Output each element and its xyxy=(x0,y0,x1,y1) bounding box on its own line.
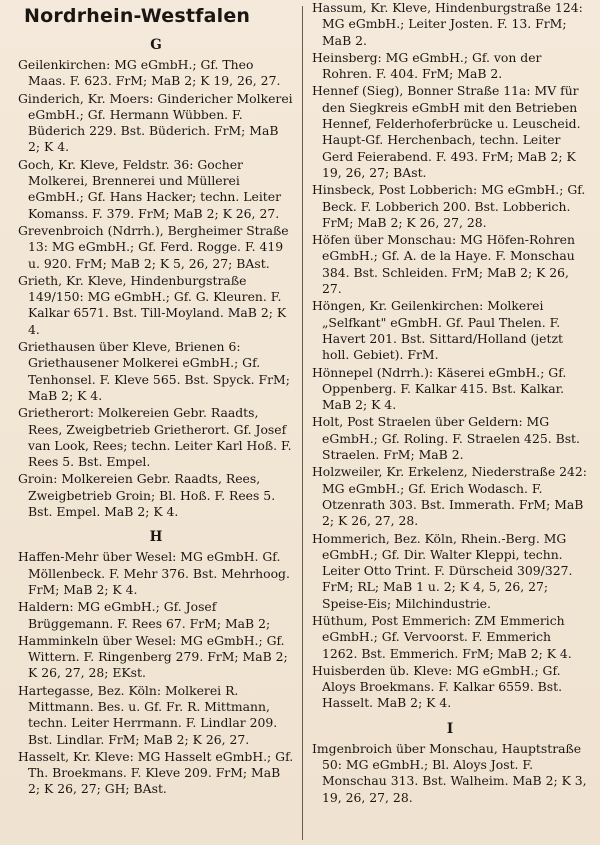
directory-entry: Ginderich, Kr. Moers: Gindericher Molkerei eGmbH.; Gf. Hermann Wübben. F. Büderich 229. Bst. Büderich. FrM; MaB 2; K 4. xyxy=(18,90,293,155)
directory-entry: Hartegasse, Bez. Köln: Molkerei R. Mittmann. Bes. u. Gf. Fr. R. Mittmann, techn. Leiter Herrmann. F. Lindlar 209. Bst. Lindlar. FrM; MaB 2; K 26, 27. xyxy=(18,682,278,747)
directory-entry: Höfen über Monschau: MG Höfen-Rohren eGmbH.; Gf. A. de la Haye. F. Monschau 384. Bst. Schleiden. FrM; MaB 2; K 26, 27. xyxy=(312,232,575,297)
directory-entry: Grietherort: Molkereien Gebr. Raadts, Rees, Zweigbetrieb Grietherort. Gf. Josef van Look, Rees; techn. Leiter Karl Hoß. F. Rees 5. Bst. Empel. xyxy=(18,405,292,470)
directory-entry: Hüthum, Post Emmerich: ZM Emmerich eGmbH.; Gf. Vervoorst. F. Emmerich 1262. Bst. Emmerich. FrM; MaB 2; K 4. xyxy=(312,612,572,661)
directory-entry: Hasselt, Kr. Kleve: MG Hasselt eGmbH.; Gf. Th. Broekmans. F. Kleve 209. FrM; MaB 2; K 26, 27; GH; BAst. xyxy=(18,748,294,797)
directory-entry: Grevenbroich (Ndrrh.), Bergheimer Straße 13: MG eGmbH.; Gf. Ferd. Rogge. F. 419 u. 920. FrM; MaB 2; K 5, 26, 27; BAst. xyxy=(18,222,289,271)
directory-entry: Holt, Post Straelen über Geldern: MG eGmbH.; Gf. Roling. F. Straelen 425. Bst. Straelen. FrM; MaB 2. xyxy=(312,414,580,463)
directory-entry: Groin: Molkereien Gebr. Raadts, Rees, Zweigbetrieb Groin; Bl. Hoß. F. Rees 5. Bst. Empel. MaB 2; K 4. xyxy=(18,471,276,520)
section-letter-i: I xyxy=(446,720,454,737)
directory-entry: Hönnepel (Ndrrh.): Käserei eGmbH.; Gf. Oppenberg. F. Kalkar 415. Bst. Kalkar. MaB 2; K 4. xyxy=(312,364,567,413)
directory-entry: Hamminkeln über Wesel: MG eGmbH.; Gf. Wittern. F. Ringenberg 279. FrM; MaB 2; K 26, 27, 28; EKst. xyxy=(18,632,288,681)
section-letter-h: H xyxy=(149,529,163,546)
directory-entry: Höngen, Kr. Geilenkirchen: Molkerei „Selfkant" eGmbH. Gf. Paul Thelen. F. Havert 201. Bst. Sittard/Holland (jetzt holl. Gebiet). FrM. xyxy=(312,298,563,363)
directory-entry: Grieth, Kr. Kleve, Hindenburgstraße 149/150: MG eGmbH.; Gf. G. Kleuren. F. Kalkar 6571. Bst. Till-Moyland. MaB 2; K 4. xyxy=(18,272,287,337)
directory-entry: Griethausen über Kleve, Brienen 6: Griethausener Molkerei eGmbH.; Gf. Tenhonsel. F. Kleve 565. Bst. Spyck. FrM; MaB 2; K 4. xyxy=(18,339,290,403)
directory-entry: Hinsbeck, Post Lobberich: MG eGmbH.; Gf. Beck. F. Lobberich 200. Bst. Lobberich. FrM; MaB 2; K 26, 27, 28. xyxy=(312,182,586,230)
directory-entry: Hennef (Sieg), Bonner Straße 11a: MV für den Siegkreis eGmbH mit den Betrieben Hennef, Felderhoferbrücke u. Leuscheid. Haupt-Gf. Herchenbach, techn. Leiter Gerd Feierabend. F. 493. FrM; MaB 2; K 19, 26, 27; BAst. xyxy=(312,83,581,180)
directory-entry: Haffen-Mehr über Wesel: MG eGmbH. Gf. Möllenbeck. F. Mehr 376. Bst. Mehrhoog. FrM; MaB 2; K 4. xyxy=(18,549,290,597)
left-column-body xyxy=(18,36,294,798)
directory-entry: Imgenbroich über Monschau, Hauptstraße 50: MG eGmbH.; Bl. Aloys Jost. F. Monschau 313. Bst. Walheim. MaB 2; K 3, 19, 26, 27, 28. xyxy=(312,740,587,805)
directory-entry: Hommerich, Bez. Köln, Rhein.-Berg. MG eGmbH.; Gf. Dir. Walter Kleppi, techn. Leiter Otto Trint. F. Dürscheid 309/327. FrM; RL; MaB 1 u. 2; K 4, 5, 26, 27; Speise-Eis; Milchindustrie. xyxy=(312,530,573,611)
directory-entry: Holzweiler, Kr. Erkelenz, Niederstraße 242: MG eGmbH.; Gf. Erich Wodasch. F. Otzenrath 303. Bst. Immerath. FrM; MaB 2; K 26, 27, 28. xyxy=(312,464,587,529)
directory-entry: Geilenkirchen: MG eGmbH.; Gf. Theo Maas. F. 623. FrM; MaB 2; K 19, 26, 27. xyxy=(18,57,281,89)
left-column xyxy=(18,0,294,799)
right-column-body xyxy=(312,0,588,806)
right-column xyxy=(312,0,588,807)
page-title: Nordrhein-Westfalen xyxy=(24,5,251,27)
directory-entry: Goch, Kr. Kleve, Feldstr. 36: Gocher Molkerei, Brennerei und Müllerei eGmbH.; Gf. Hans Hacker; techn. Leiter Komanss. F. 379. FrM; MaB 2; K 26, 27. xyxy=(18,156,282,221)
directory-entry: Haldern: MG eGmbH.; Gf. Josef Brüggemann. F. Rees 67. FrM; MaB 2; xyxy=(18,599,271,631)
directory-entry: Hassum, Kr. Kleve, Hindenburgstraße 124: MG eGmbH.; Leiter Josten. F. 13. FrM; MaB 2. xyxy=(312,0,583,48)
section-letter-g: G xyxy=(150,37,162,53)
column-divider xyxy=(302,6,303,840)
directory-entry: Heinsberg: MG eGmbH.; Gf. von der Rohren. F. 404. FrM; MaB 2. xyxy=(312,49,542,82)
directory-entry: Huisberden üb. Kleve: MG eGmbH.; Gf. Aloys Broekmans. F. Kalkar 6559. Bst. Hasselt. MaB 2; K 4. xyxy=(312,662,563,711)
